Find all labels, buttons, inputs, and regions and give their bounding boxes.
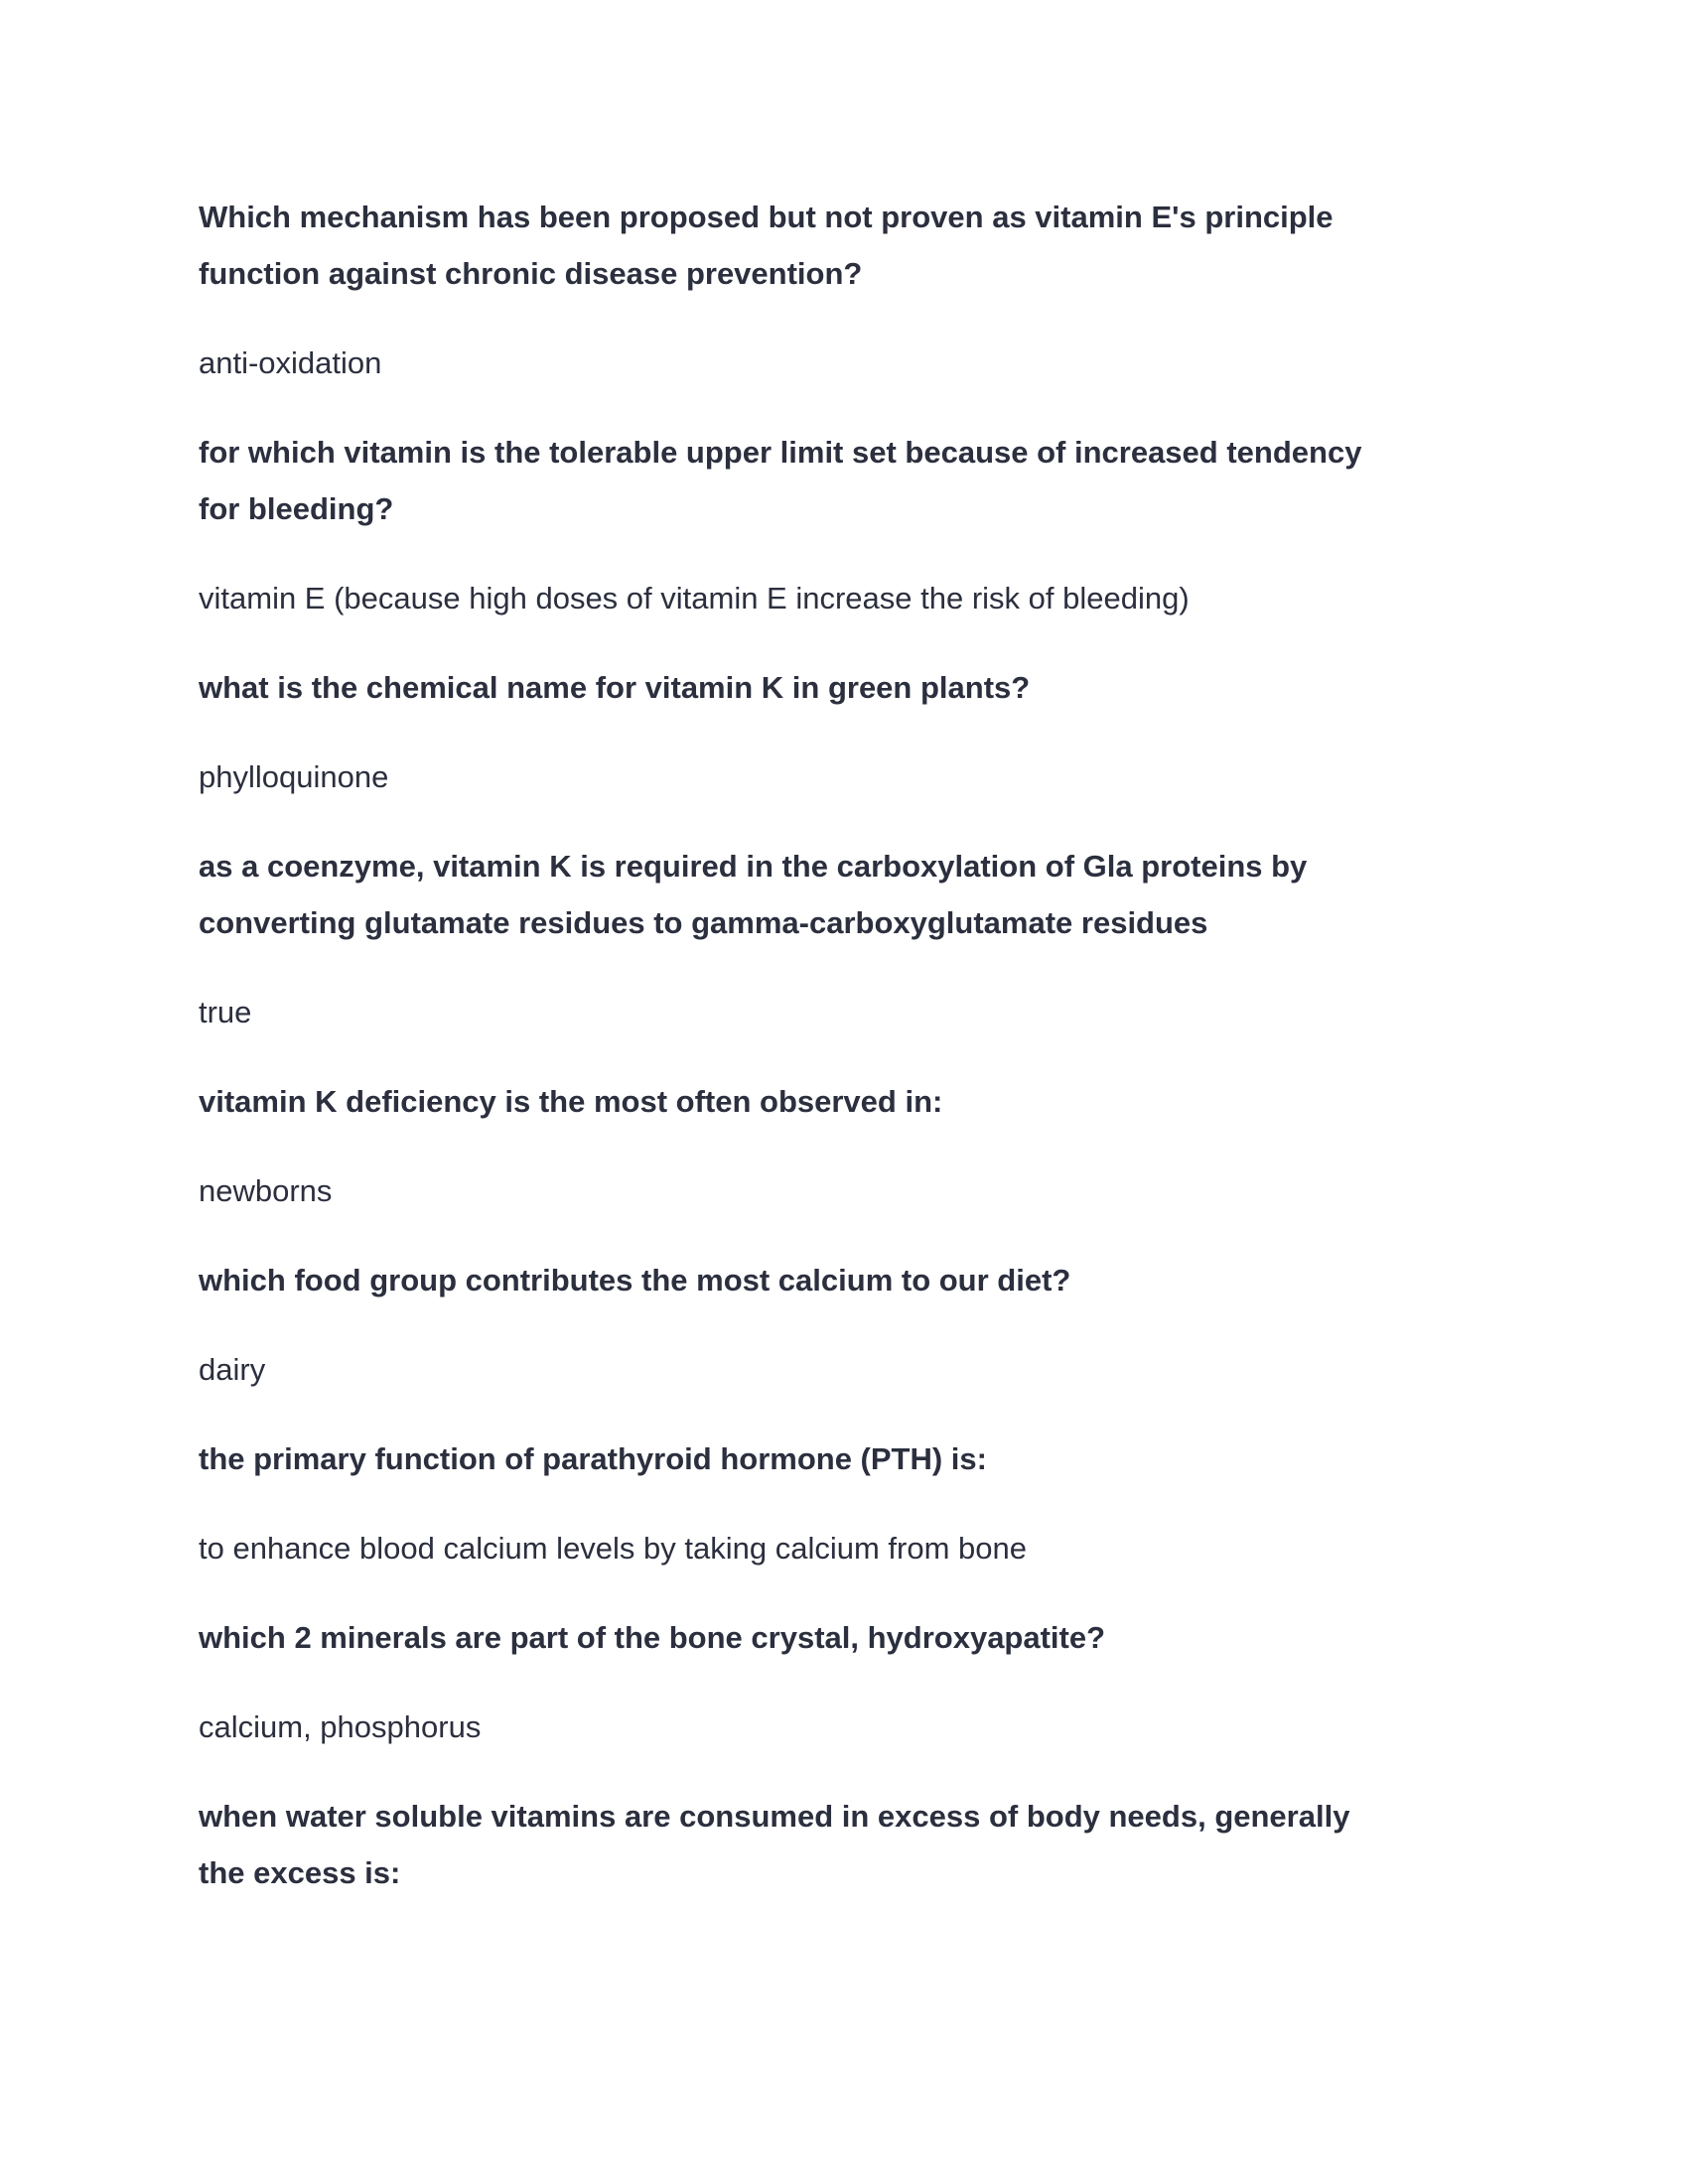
answer: to enhance blood calcium levels by taking calcium from bone — [199, 1531, 1028, 1566]
question — [199, 1073, 1489, 1130]
question — [199, 838, 1489, 951]
qa-item-1 — [199, 189, 1489, 391]
question — [199, 1252, 1489, 1308]
qa-item-8 — [199, 1609, 1489, 1755]
qa-item-6 — [199, 1252, 1489, 1398]
question-line: for bleeding? — [199, 491, 394, 526]
question — [199, 1609, 1489, 1666]
question-line: converting glutamate residues to gamma-carboxyglutamate residues — [199, 905, 1208, 940]
question-line: as a coenzyme, vitamin K is required in the carboxylation of Gla proteins by — [199, 849, 1308, 884]
question — [199, 1431, 1489, 1487]
answer: vitamin E (because high doses of vitamin E increase the risk of bleeding) — [199, 581, 1190, 615]
question — [199, 424, 1489, 537]
qa-item-7 — [199, 1431, 1489, 1576]
question-line: what is the chemical name for vitamin K in green plants? — [199, 670, 1031, 705]
question-line: which 2 minerals are part of the bone crystal, hydroxyapatite? — [199, 1620, 1106, 1655]
question-line: for which vitamin is the tolerable upper limit set because of increased tendency — [199, 435, 1362, 470]
question-line: vitamin K deficiency is the most often observed in: — [199, 1084, 943, 1119]
question-line: the primary function of parathyroid hormone (PTH) is: — [199, 1441, 987, 1476]
question — [199, 189, 1489, 302]
qa-item-9 — [199, 1788, 1489, 1901]
qa-item-3 — [199, 659, 1489, 805]
qa-item-2 — [199, 424, 1489, 626]
question-line: the excess is: — [199, 1855, 401, 1890]
answer: newborns — [199, 1173, 333, 1208]
answer: phylloquinone — [199, 759, 389, 794]
question-line: when water soluble vitamins are consumed in excess of body needs, generally — [199, 1799, 1350, 1834]
qa-item-5 — [199, 1073, 1489, 1219]
answer: dairy — [199, 1352, 266, 1387]
question-line: function against chronic disease prevention? — [199, 256, 863, 291]
answer: true — [199, 995, 252, 1029]
question — [199, 1788, 1489, 1901]
question-line: which food group contributes the most calcium to our diet? — [199, 1263, 1071, 1297]
answer: anti-oxidation — [199, 345, 382, 380]
answer: calcium, phosphorus — [199, 1709, 482, 1744]
qa-item-4 — [199, 838, 1489, 1040]
document-page — [199, 189, 1489, 1934]
question-line: Which mechanism has been proposed but not proven as vitamin E's principle — [199, 200, 1334, 234]
question — [199, 659, 1489, 716]
